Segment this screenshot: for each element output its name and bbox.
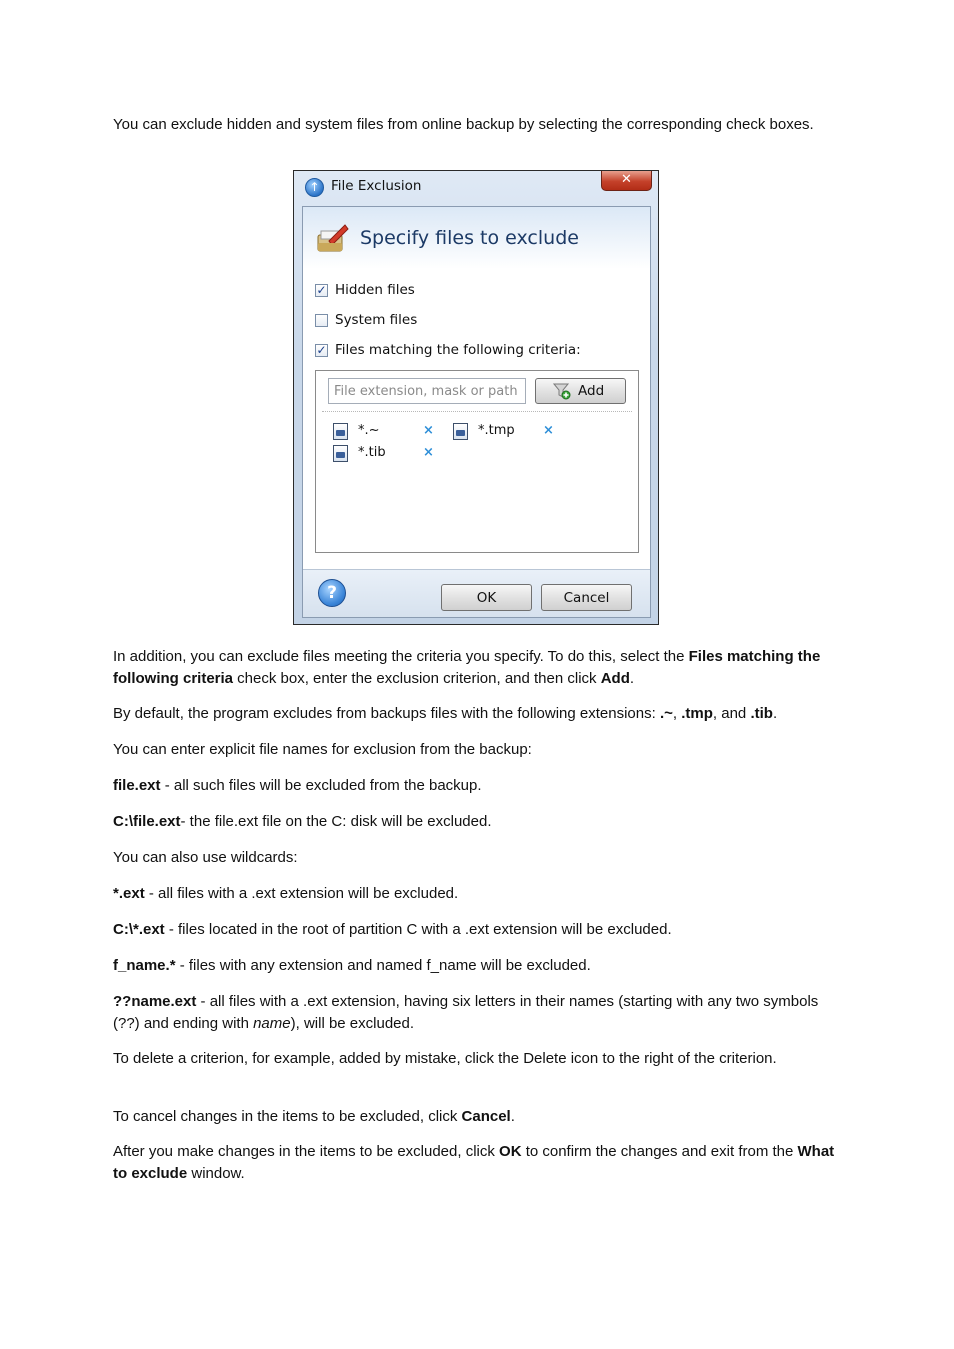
text-run: To cancel changes in the items to be excluded, click bbox=[113, 1108, 462, 1125]
paragraph-criteria bbox=[113, 646, 843, 689]
criteria-divider bbox=[322, 411, 632, 412]
paragraph-fname-star bbox=[113, 955, 843, 977]
dialog-client-area bbox=[302, 206, 651, 618]
hidden-files-checkbox[interactable]: ✓ bbox=[316, 283, 327, 297]
bold-run: Files matching the following criteria bbox=[113, 648, 821, 687]
bold-run: Add bbox=[600, 669, 630, 687]
bold-run: C:\file.ext bbox=[113, 813, 181, 830]
add-button-label: Add bbox=[578, 383, 605, 399]
text-run: - all files with a .ext extension will be excluded. bbox=[144, 885, 459, 902]
delete-icon[interactable]: × bbox=[423, 423, 434, 438]
paragraph-c-star-ext bbox=[113, 919, 843, 941]
help-icon[interactable]: ? bbox=[318, 579, 346, 607]
text-run: - files with any extension and named f_name will be excluded. bbox=[175, 957, 591, 974]
text-run: , bbox=[672, 705, 682, 722]
text-run: . bbox=[510, 1108, 515, 1125]
hidden-files-label: Hidden files bbox=[335, 282, 415, 298]
text-run: In addition, you can exclude files meeting the criteria you specify. To do this, select the bbox=[113, 648, 689, 665]
bold-run: C:\*.ext bbox=[113, 921, 165, 938]
close-icon: ✕ bbox=[621, 172, 632, 187]
add-button[interactable] bbox=[535, 378, 626, 404]
text-run: ), will be excluded. bbox=[290, 1014, 415, 1032]
paragraph-file-ext bbox=[113, 775, 843, 797]
cancel-button[interactable]: Cancel bbox=[541, 584, 632, 611]
file-type-icon bbox=[333, 445, 348, 462]
dialog-header bbox=[303, 207, 650, 269]
close-button[interactable] bbox=[601, 171, 652, 191]
dialog-titlebar bbox=[294, 171, 658, 203]
intro-paragraph: You can exclude hidden and system files from online backup by selecting the corresponding check boxes. bbox=[113, 116, 814, 133]
dialog-title: File Exclusion bbox=[331, 178, 422, 194]
bold-run: *.ext bbox=[113, 885, 145, 902]
app-icon: ↑ bbox=[305, 178, 324, 197]
bold-run: .tib bbox=[750, 705, 773, 722]
system-files-checkbox[interactable] bbox=[315, 314, 328, 327]
bold-run: ??name.ext bbox=[113, 993, 197, 1010]
criterion-label: *.~ bbox=[358, 423, 380, 438]
paragraph-wildcards: You can also use wildcards: bbox=[113, 849, 298, 866]
paragraph-c-file-ext bbox=[113, 811, 843, 833]
text-run: By default, the program excludes from backups files with the following extensions: bbox=[113, 705, 660, 722]
dialog-footer bbox=[303, 569, 650, 618]
filter-add-icon bbox=[553, 382, 571, 400]
paragraph-explicit-names: You can enter explicit file names for exclusion from the backup: bbox=[113, 741, 532, 758]
bold-run: .tmp bbox=[681, 705, 713, 722]
bold-run: Cancel bbox=[461, 1108, 511, 1125]
paragraph-qq-name bbox=[113, 991, 843, 1034]
text-run: After you make changes in the items to be excluded, click bbox=[113, 1143, 500, 1160]
file-type-icon bbox=[333, 423, 348, 440]
bold-run: .~ bbox=[659, 705, 673, 722]
text-run: . bbox=[772, 705, 778, 722]
text-run: check box, enter the exclusion criterion, and then click bbox=[233, 669, 601, 687]
ok-button[interactable]: OK bbox=[441, 584, 532, 611]
text-run: - all files with a .ext extension, having six letters in their names (starting with any two symbols (??) and ending with bbox=[113, 993, 819, 1032]
bold-run: file.ext bbox=[113, 777, 161, 794]
paragraph-delete: To delete a criterion, for example, added by mistake, click the Delete icon to the right of the criterion. bbox=[113, 1050, 777, 1067]
paragraph-defaults bbox=[113, 703, 843, 725]
criteria-label: Files matching the following criteria: bbox=[335, 342, 581, 358]
text-run: window. bbox=[187, 1164, 245, 1182]
italic-run: name bbox=[253, 1014, 291, 1032]
bold-run: f_name.* bbox=[113, 957, 176, 974]
exclude-files-icon bbox=[315, 221, 349, 255]
bold-run: OK bbox=[499, 1143, 522, 1160]
text-run: to confirm the changes and exit from the bbox=[521, 1143, 798, 1160]
criteria-checkbox[interactable]: ✓ bbox=[316, 343, 327, 357]
bold-run: What to exclude bbox=[113, 1143, 835, 1182]
criterion-label: *.tib bbox=[358, 445, 386, 460]
text-run: - the file.ext file on the C: disk will be excluded. bbox=[180, 813, 492, 830]
delete-icon[interactable]: × bbox=[543, 423, 554, 438]
text-run: . bbox=[629, 669, 635, 687]
mask-input[interactable] bbox=[328, 378, 526, 404]
paragraph-ok bbox=[113, 1141, 843, 1184]
text-run: , and bbox=[712, 705, 751, 722]
criteria-panel bbox=[315, 370, 639, 553]
system-files-label: System files bbox=[335, 312, 418, 328]
delete-icon[interactable]: × bbox=[423, 445, 434, 460]
paragraph-cancel bbox=[113, 1106, 843, 1128]
criterion-label: *.tmp bbox=[478, 423, 515, 438]
text-run: - files located in the root of partition C with a .ext extension will be excluded. bbox=[164, 921, 672, 938]
text-run: - all such files will be excluded from the backup. bbox=[160, 777, 482, 794]
file-exclusion-dialog bbox=[293, 170, 659, 625]
paragraph-star-ext bbox=[113, 883, 843, 905]
dialog-heading: Specify files to exclude bbox=[360, 227, 579, 249]
file-type-icon bbox=[453, 423, 468, 440]
